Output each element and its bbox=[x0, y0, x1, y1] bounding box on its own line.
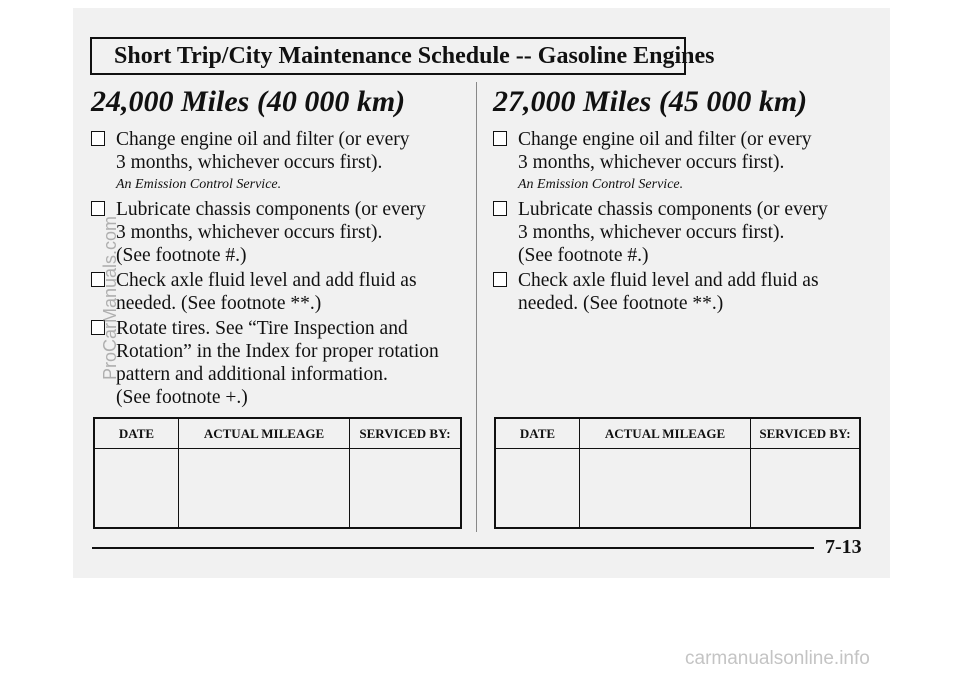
right-service-record-table bbox=[494, 417, 861, 529]
left-column bbox=[91, 82, 463, 411]
item-text: 3 months, whichever occurs first). bbox=[518, 152, 785, 173]
item-text: Check axle fluid level and add fluid as bbox=[518, 270, 819, 291]
item-text: Lubricate chassis components (or every bbox=[518, 199, 828, 220]
checklist-item bbox=[493, 128, 865, 196]
mileage-entry-cell[interactable] bbox=[580, 449, 751, 527]
emission-note: An Emission Control Service. bbox=[518, 177, 684, 192]
checklist-item bbox=[493, 198, 865, 267]
item-text: Check axle fluid level and add fluid as bbox=[116, 270, 417, 291]
checklist-item bbox=[91, 128, 463, 196]
table-header-mileage: ACTUAL MILEAGE bbox=[580, 419, 751, 449]
bottom-rule bbox=[92, 547, 814, 549]
date-entry-cell[interactable] bbox=[496, 449, 580, 527]
mileage-entry-cell[interactable] bbox=[179, 449, 350, 527]
item-text: (See footnote +.) bbox=[116, 387, 248, 408]
serviced-by-entry-cell[interactable] bbox=[350, 449, 460, 527]
right-column bbox=[493, 82, 865, 317]
serviced-by-entry-cell[interactable] bbox=[751, 449, 859, 527]
table-header-serviced-by: SERVICED BY: bbox=[350, 419, 460, 449]
table-header-date: DATE bbox=[496, 419, 580, 449]
side-watermark: ProCarManuals.com bbox=[100, 215, 120, 380]
item-text: Change engine oil and filter (or every bbox=[116, 129, 410, 150]
left-service-record-table bbox=[93, 417, 462, 529]
item-text: (See footnote #.) bbox=[518, 245, 649, 266]
column-divider bbox=[476, 82, 477, 532]
item-text: 3 months, whichever occurs first). bbox=[116, 222, 383, 243]
checkbox[interactable] bbox=[91, 131, 105, 146]
item-text: needed. (See footnote **.) bbox=[116, 293, 322, 314]
section-header-title: Short Trip/City Maintenance Schedule -- Gasoline Engines bbox=[114, 43, 715, 69]
date-entry-cell[interactable] bbox=[95, 449, 179, 527]
left-column-title: 24,000 Miles (40 000 km) bbox=[91, 85, 406, 118]
item-text: 3 months, whichever occurs first). bbox=[518, 222, 785, 243]
checklist-item bbox=[91, 269, 463, 315]
footer-watermark: carmanualsonline.info bbox=[685, 648, 870, 669]
right-column-title: 27,000 Miles (45 000 km) bbox=[493, 85, 808, 118]
checkbox[interactable] bbox=[493, 272, 507, 287]
checkbox[interactable] bbox=[493, 201, 507, 216]
item-text: Rotate tires. See “Tire Inspection and bbox=[116, 318, 408, 339]
checklist-item bbox=[91, 198, 463, 267]
item-text: 3 months, whichever occurs first). bbox=[116, 152, 383, 173]
section-header bbox=[90, 37, 715, 75]
checkbox[interactable] bbox=[91, 201, 105, 216]
table-header-mileage: ACTUAL MILEAGE bbox=[179, 419, 350, 449]
page-number: 7-13 bbox=[825, 536, 862, 558]
table-header-date: DATE bbox=[95, 419, 179, 449]
item-text: Lubricate chassis components (or every bbox=[116, 199, 426, 220]
item-text: pattern and additional information. bbox=[116, 364, 388, 385]
emission-note: An Emission Control Service. bbox=[116, 177, 282, 192]
checkbox[interactable] bbox=[493, 131, 507, 146]
item-text: Change engine oil and filter (or every bbox=[518, 129, 812, 150]
checklist-item bbox=[91, 317, 463, 409]
checklist-item bbox=[493, 269, 865, 315]
item-text: Rotation” in the Index for proper rotation bbox=[116, 341, 439, 362]
table-header-serviced-by: SERVICED BY: bbox=[751, 419, 859, 449]
item-text: (See footnote #.) bbox=[116, 245, 247, 266]
item-text: needed. (See footnote **.) bbox=[518, 293, 724, 314]
